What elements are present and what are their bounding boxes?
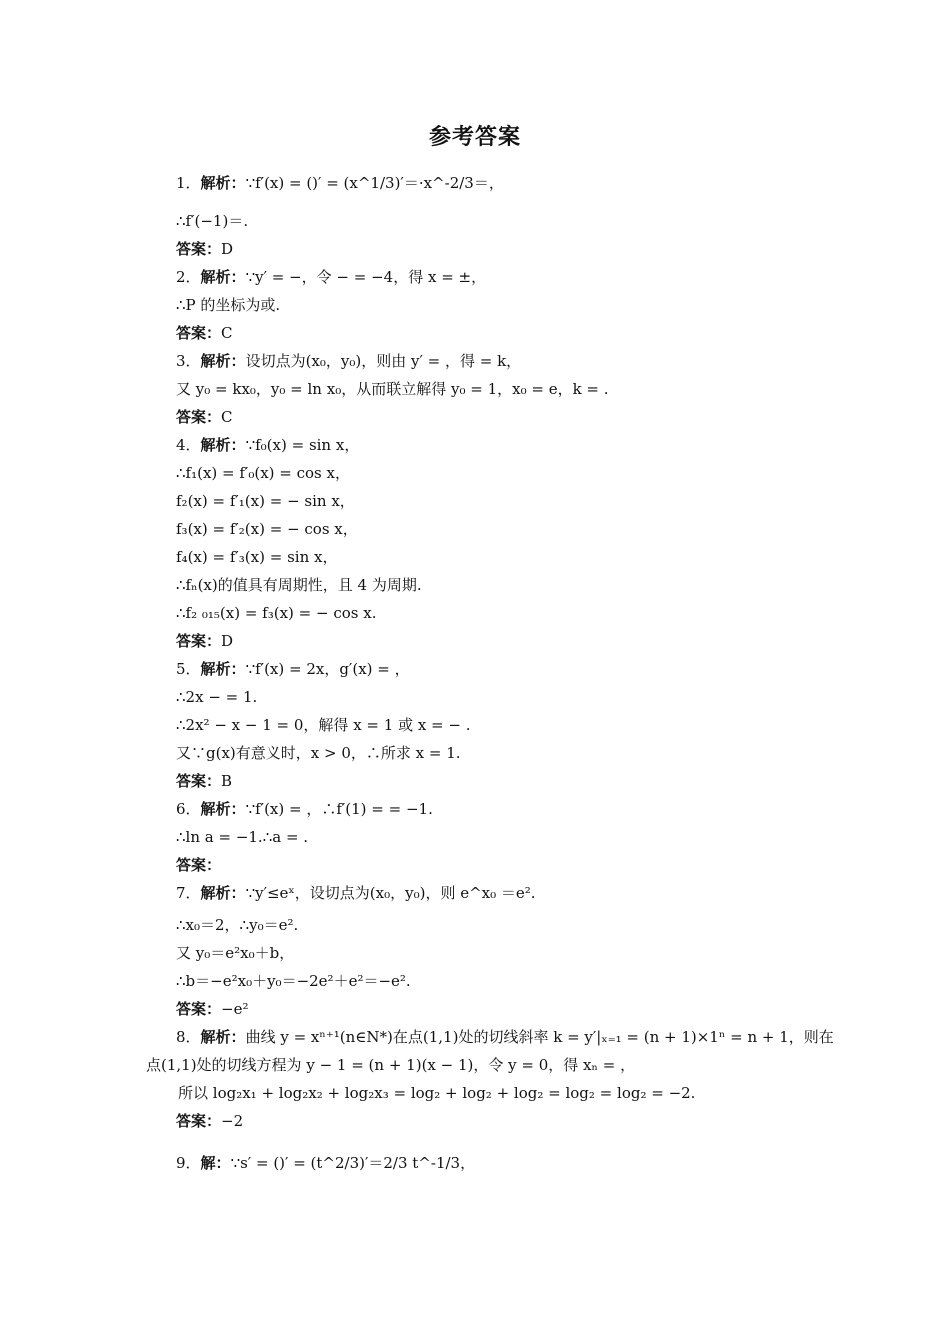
answer-line: 答案：−2	[176, 1112, 244, 1130]
answer-label: 解析：	[200, 352, 246, 370]
answer-line: 4．解析：∵f₀(x) = sin x，	[176, 436, 360, 454]
answer-line: 6．解析：∵f′(x) = ，∴f′(1) = = −1.	[176, 800, 433, 818]
answer-line: 9．解：∵s′ = ()′ = (t^2/3)′＝2/3 t^-1/3，	[176, 1154, 476, 1172]
answer-line: 所以 log₂x₁ + log₂x₂ + log₂x₃ = log₂ + log₂ + log₂ = log₂ = log₂ = −2.	[178, 1084, 696, 1102]
answer-line: 答案：B	[176, 772, 233, 790]
answer-line: 又 y₀ = kx₀，y₀ = ln x₀，从而联立解得 y₀ = 1，x₀ = e，k = .	[176, 380, 609, 398]
answer-label: 答案：	[176, 1112, 222, 1130]
answer-label: 答案：	[176, 1000, 222, 1018]
answer-line: 答案：D	[176, 240, 234, 258]
page-title: 参考答案	[428, 124, 521, 150]
answer-label: 答案：	[176, 324, 222, 342]
answer-line: 点(1,1)处的切线方程为 y − 1 = (n + 1)(x − 1)，令 y = 0，得 xₙ = ，	[146, 1056, 636, 1074]
answer-line: f₃(x) = f′₂(x) = − cos x，	[176, 520, 358, 538]
answer-label: 答案：	[176, 408, 222, 426]
answer-line: ∴f₁(x) = f′₀(x) = cos x，	[176, 464, 350, 482]
answer-label: 解析：	[200, 436, 246, 454]
answer-label: 答案：	[176, 772, 222, 790]
answer-line: ∴P 的坐标为或.	[176, 296, 281, 314]
answer-label: 答案：	[176, 856, 222, 874]
answer-label: 解析：	[200, 800, 246, 818]
answer-line: f₂(x) = f′₁(x) = − sin x，	[176, 492, 355, 510]
answer-label: 解析：	[200, 660, 246, 678]
answer-line: ∴2x² − x − 1 = 0，解得 x = 1 或 x = − .	[176, 716, 471, 734]
answer-line: 答案：D	[176, 632, 234, 650]
answer-label: 解析：	[200, 268, 246, 286]
answer-line: ∴f₂ ₀₁₅(x) = f₃(x) = − cos x.	[176, 604, 377, 622]
answer-line: ∴b＝−e²x₀＋y₀＝−2e²＋e²＝−e².	[176, 972, 411, 990]
answer-label: 解：	[200, 1154, 231, 1172]
answer-line: ∴ln a = −1.∴a = .	[176, 828, 309, 846]
answer-line: 答案：−e²	[176, 1000, 249, 1018]
answer-line: 2．解析：∵y′ = −，令 − = −4，得 x = ±，	[176, 268, 487, 286]
answer-line: 8．解析：曲线 y = xⁿ⁺¹(n∈N*)在点(1,1)处的切线斜率 k = y′|ₓ₌₁ = (n + 1)×1ⁿ = n + 1，则在	[176, 1028, 834, 1046]
answer-line: 答案：C	[176, 324, 233, 342]
answer-line: 7．解析：∵y′≤eˣ，设切点为(x₀，y₀)，则 e^x₀ ＝e².	[176, 884, 536, 902]
answer-line: ∴f′(−1)＝.	[176, 212, 249, 230]
answer-line: ∴fₙ(x)的值具有周期性，且 4 为周期.	[176, 576, 422, 594]
answer-label: 答案：	[176, 632, 222, 650]
answer-line: 3．解析：设切点为(x₀，y₀)，则由 y′ = ，得 = k，	[176, 352, 522, 370]
answer-line: ∴x₀＝2，∴y₀＝e².	[176, 916, 299, 934]
answer-label: 解析：	[200, 884, 246, 902]
answer-line: 1．解析：∵f′(x) = ()′ = (x^1/3)′＝·x^-2/3＝，	[176, 174, 504, 192]
answer-line: 答案：C	[176, 408, 233, 426]
answer-line: 又∵g(x)有意义时，x > 0，∴所求 x = 1.	[176, 744, 461, 762]
answer-label: 解析：	[200, 174, 246, 192]
answer-line: ∴2x − = 1.	[176, 688, 258, 706]
answer-line: 又 y₀＝e²x₀＋b，	[176, 944, 295, 962]
answer-line: 5．解析：∵f′(x) = 2x，g′(x) = ，	[176, 660, 410, 678]
answer-label: 答案：	[176, 240, 222, 258]
answer-line: f₄(x) = f′₃(x) = sin x，	[176, 548, 338, 566]
answer-line	[176, 854, 816, 876]
answer-label: 解析：	[200, 1028, 246, 1046]
